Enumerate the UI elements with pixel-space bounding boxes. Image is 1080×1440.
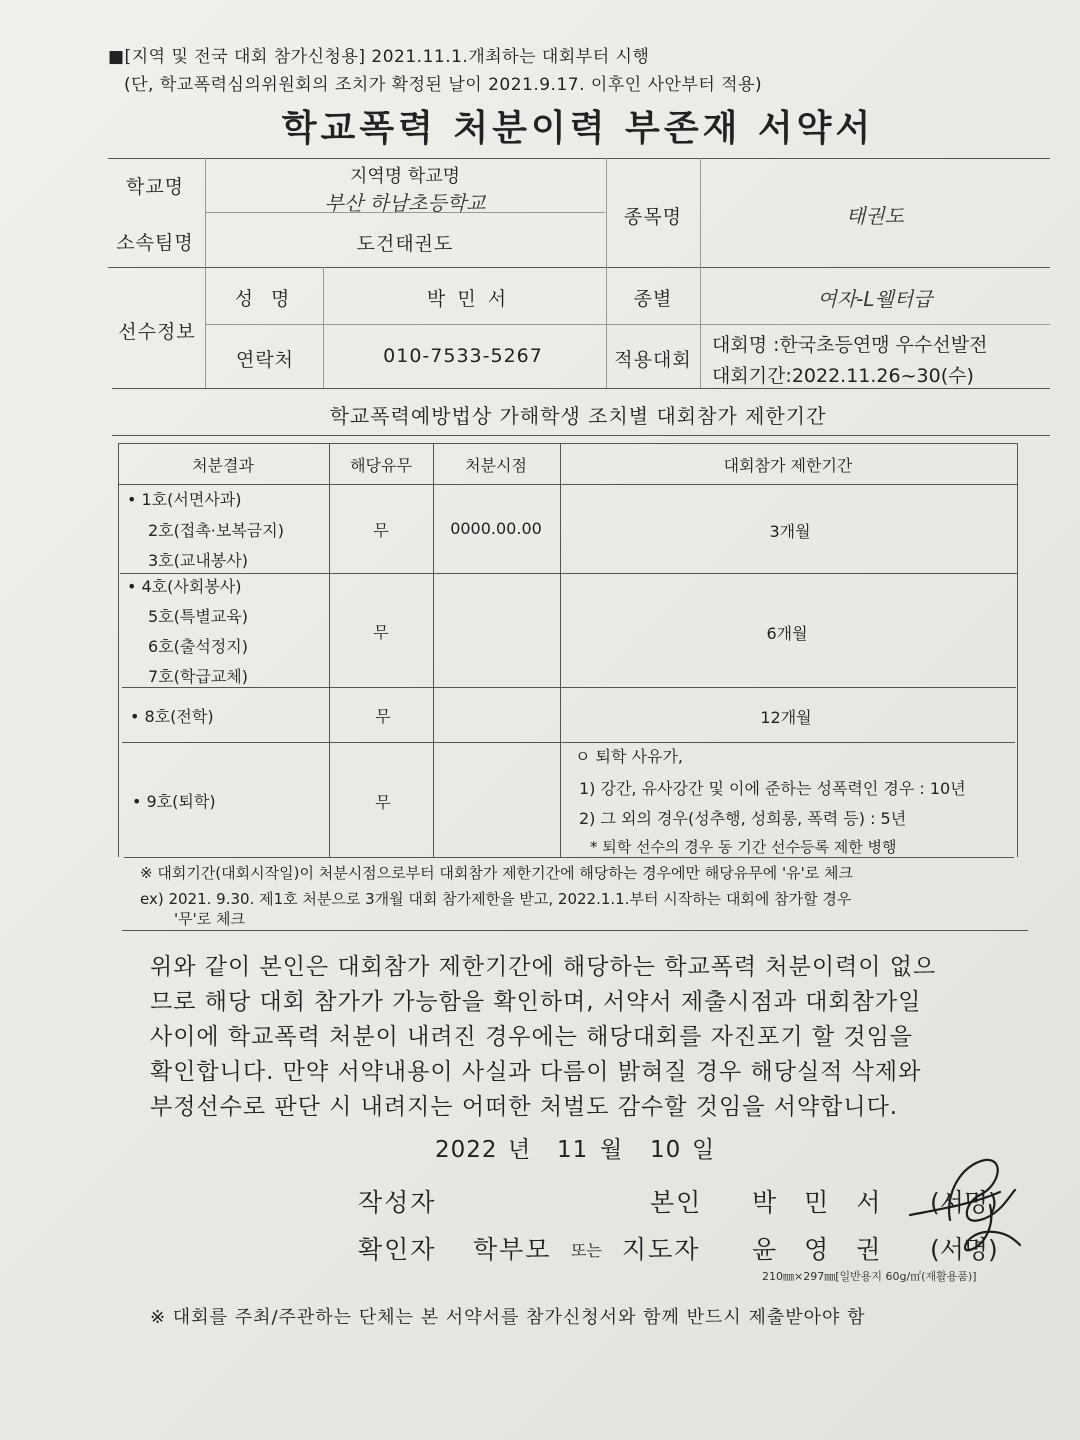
limit-detail: ㅇ 퇴학 사유가,	[575, 747, 683, 766]
col-header-result: 처분결과	[192, 456, 254, 475]
paper-spec: 210㎜×297㎜[일반용지 60g/㎡(재활용품)]	[762, 1270, 977, 1283]
school-value: 부산 하남초등학교	[324, 191, 486, 215]
limit-detail: 2) 그 외의 경우(성추행, 성희롱, 폭력 등) : 5년	[579, 809, 907, 828]
pledge-line: 부정선수로 판단 시 내려지는 어떠한 처벌도 감수할 것임을 서약합니다.	[150, 1094, 899, 1120]
measure-item: 2호(접촉·보복금지)	[148, 521, 284, 540]
pledge-line: 위와 같이 본인은 대회참가 제한기간에 해당하는 학교폭력 처분이력이 없으	[150, 954, 937, 980]
tournament-period: 대회기간:2022.11.26~30(수)	[712, 365, 974, 387]
limit-detail: * 퇴학 선수의 경우 동 기간 선수등록 제한 병행	[590, 838, 897, 856]
class-value: 여자-L웰터급	[817, 287, 933, 311]
limit-period: 12개월	[760, 708, 812, 727]
parent-label: 학부모	[473, 1235, 552, 1264]
writer-name: 박 민 서	[752, 1188, 891, 1217]
coach-sign-mark: (서명)	[930, 1235, 998, 1264]
measure-item: 7호(학급교체)	[148, 667, 248, 686]
col-header-applies: 해당유무	[350, 456, 412, 475]
school-label: 학교명	[125, 176, 185, 198]
date-month: 11	[557, 1137, 589, 1163]
applies-value: 무	[373, 623, 389, 642]
team-value: 도건태권도	[356, 233, 454, 255]
tournament-name: 대회명 :한국초등연맹 우수선발전	[712, 334, 988, 356]
contact-value: 010-7533-5267	[383, 345, 543, 367]
col-header-limit: 대회참가 제한기간	[723, 456, 853, 475]
header-line-1: ■[지역 및 전국 대회 참가신청용] 2021.11.1.개최하는 대회부터 시행	[108, 47, 650, 67]
writer-label: 작성자	[358, 1188, 437, 1217]
confirmer-label: 확인자	[358, 1235, 437, 1264]
measure-item: • 1호(서면사과)	[127, 490, 242, 509]
applied-tournament-label: 적용대회	[614, 349, 692, 371]
applies-value: 무	[375, 707, 391, 726]
team-label: 소속팀명	[116, 232, 194, 254]
measure-item: • 8호(전학)	[130, 707, 214, 726]
writer-sign-mark: (서명)	[930, 1188, 998, 1217]
limit-period: 6개월	[766, 624, 808, 643]
note-2: ex) 2021. 9.30. 제1호 처분으로 3개월 대회 참가제한을 받고, 2022.1.1.부터 시작하는 대회에 참가할 경우	[140, 890, 852, 908]
applies-value: 무	[375, 793, 391, 812]
pledge-line: 사이에 학교폭력 처분이 내려진 경우에는 해당대회를 자진포기 할 것임을	[150, 1024, 914, 1050]
school-sublabel: 지역명 학교명	[349, 166, 461, 187]
section-title: 학교폭력예방법상 가해학생 조치별 대회참가 제한기간	[329, 404, 827, 428]
pledge-line: 확인합니다. 만약 서약내용이 사실과 다름이 밝혀질 경우 해당실적 삭제와	[150, 1059, 922, 1085]
date-day-unit: 일	[692, 1137, 716, 1163]
class-label: 종별	[633, 288, 673, 310]
limit-period: 3개월	[769, 522, 811, 541]
name-label: 성 명	[234, 288, 296, 310]
footer-note: ※ 대회를 주최/주관하는 단체는 본 서약서를 참가신청서와 함께 반드시 제출받아야 함	[150, 1307, 866, 1328]
col-header-date: 처분시점	[465, 456, 527, 475]
date-year-unit: 년	[508, 1137, 532, 1163]
coach-name: 윤 영 권	[752, 1235, 891, 1264]
event-value: 태권도	[846, 204, 904, 228]
document-title: 학교폭력 처분이력 부존재 서약서	[281, 108, 875, 149]
measure-item: 6호(출석정지)	[148, 637, 248, 656]
pledge-line: 므로 해당 대회 참가가 가능함을 확인하며, 서약서 제출시점과 대회참가일	[150, 989, 922, 1015]
handwritten-signature	[890, 1150, 1040, 1270]
or-label: 또는	[571, 1241, 602, 1260]
date-year: 2022	[435, 1137, 498, 1163]
header-line-2: (단, 학교폭력심의위원회의 조치가 확정된 날이 2021.9.17. 이후인 사안부터 적용)	[124, 75, 763, 95]
player-info-label: 선수정보	[118, 321, 196, 343]
event-label: 종목명	[623, 206, 683, 228]
name-value: 박 민 서	[426, 288, 510, 310]
measure-item: 3호(교내봉사)	[148, 551, 248, 570]
measure-item: • 4호(사회봉사)	[127, 577, 242, 596]
measure-item: 5호(특별교육)	[148, 607, 248, 626]
note-1: ※ 대회기간(대회시작일)이 처분시점으로부터 대회참가 제한기간에 해당하는 경우에만 해당유무에 '유'로 체크	[140, 864, 853, 882]
date-day: 10	[650, 1137, 682, 1163]
measure-date: 0000.00.00	[450, 519, 542, 538]
coach-label: 지도자	[622, 1235, 701, 1264]
self-label: 본인	[650, 1188, 703, 1217]
applies-value: 무	[373, 521, 389, 540]
date-month-unit: 월	[600, 1137, 624, 1163]
measure-item: • 9호(퇴학)	[132, 792, 216, 811]
contact-label: 연락처	[235, 349, 295, 371]
note-2-cont: '무'로 체크	[174, 910, 245, 928]
limit-detail: 1) 강간, 유사강간 및 이에 준하는 성폭력인 경우 : 10년	[579, 779, 966, 798]
